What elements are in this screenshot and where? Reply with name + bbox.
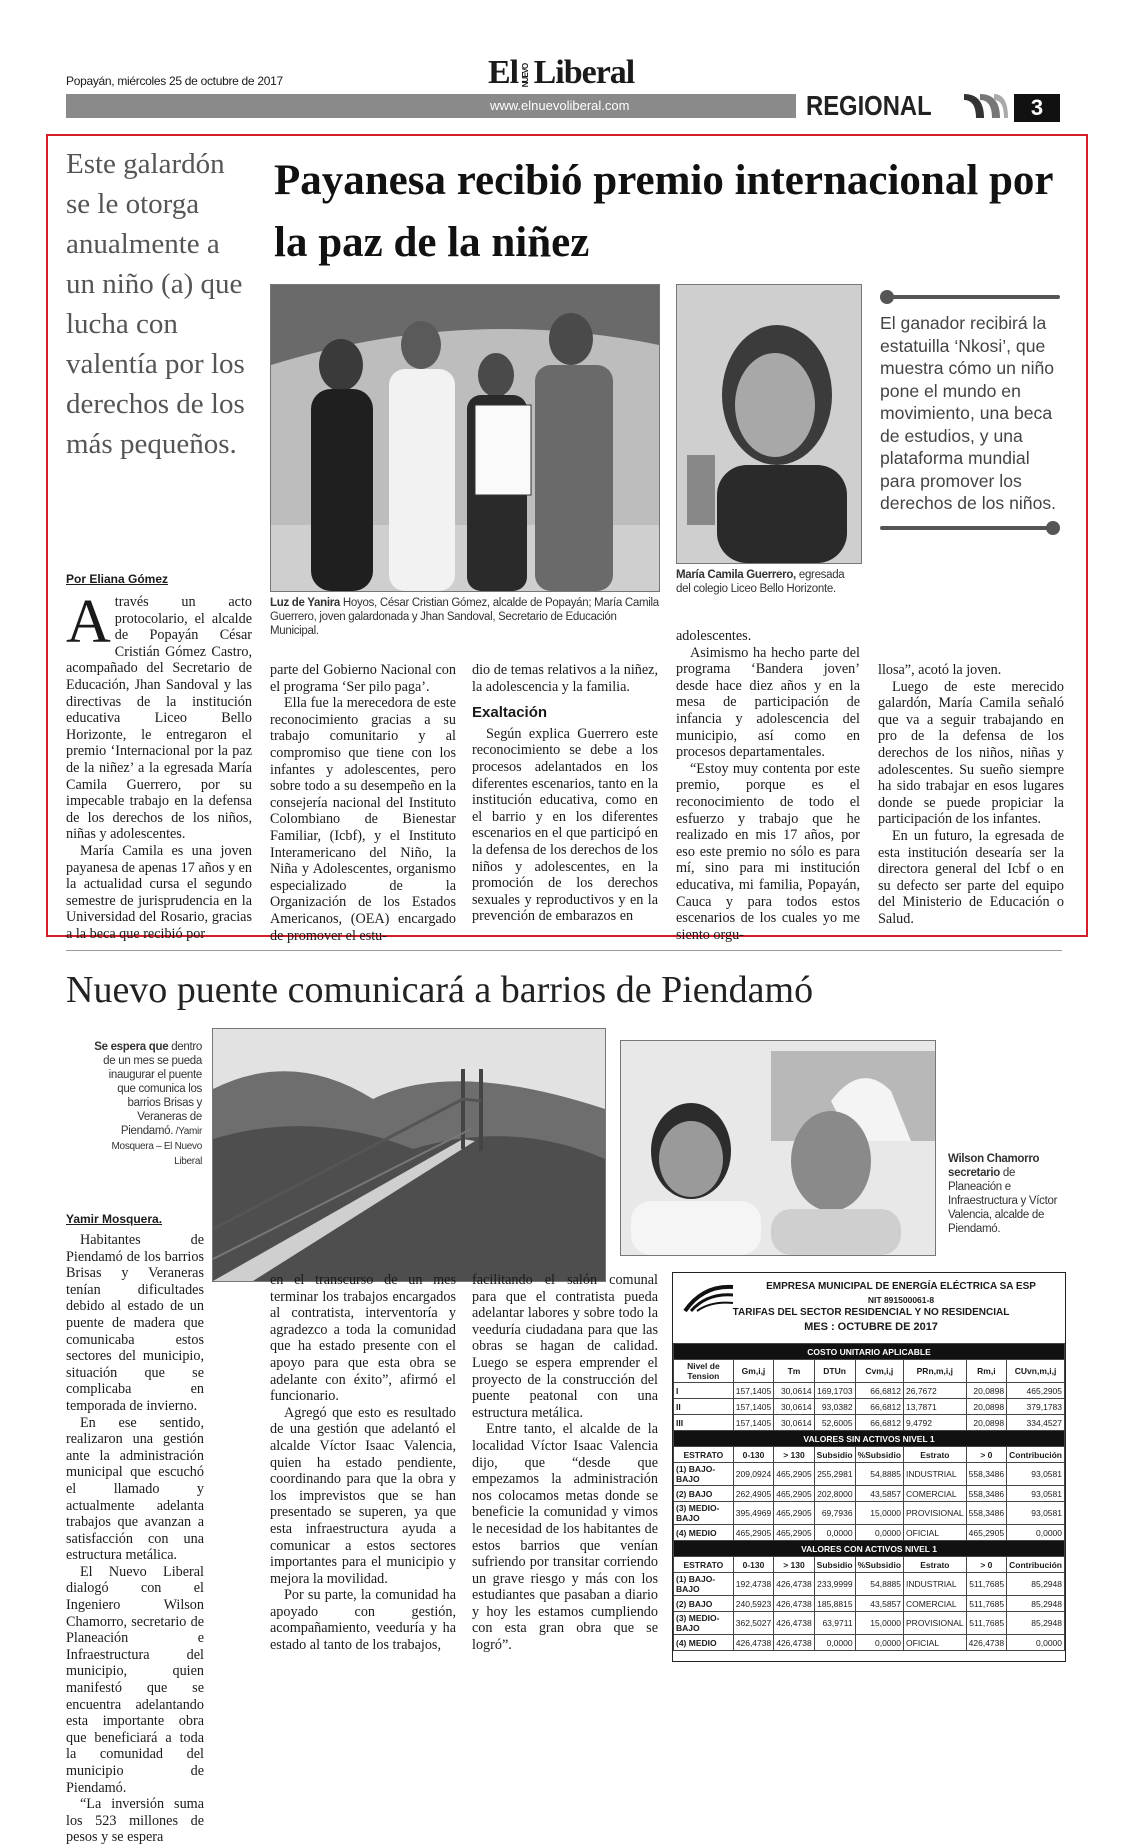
table-cell: 558,3486 <box>966 1463 1006 1486</box>
table-cell: Subsidio <box>814 1557 855 1573</box>
story1-col1-p1: través un acto protocolario, el alcalde de Popayán César Cristián Gómez Castro, acompañado del Secretario de Educación, Jhan Sandoval y las directivas de la institución educativa Liceo Bello Horizonte, le entregaron el premio ‘Internacional por la paz de la niñez’ a la egresada María Camila Guerrero, por su impecable trabajo en la defensa de los derechos de los niños, niñas y adolescentes. <box>66 594 252 843</box>
table-cell: 558,3486 <box>966 1502 1006 1525</box>
page-number: 3 <box>1014 94 1060 122</box>
table-cell: INDUSTRIAL <box>904 1463 967 1486</box>
officials-caption-names: Wilson Chamorro secretario <box>948 1153 1040 1179</box>
masthead-logo <box>488 54 634 92</box>
table-cell: 233,9999 <box>814 1573 855 1596</box>
table-cell: COMERCIAL <box>904 1486 967 1502</box>
story2-column-2 <box>270 1272 456 1654</box>
story1-subhead: Exaltación <box>472 704 548 722</box>
table-cell: II <box>674 1399 734 1415</box>
table-cell: DTUn <box>814 1360 855 1383</box>
story1-col3-p1: Según explica Guerrero este reconocimiento se debe a los procesos adelantados en los diferentes escenarios, tanto en la institución educativa, como en el barrio y en los diferentes escenarios en el que participó en la defensa de los derechos de los niños y adolescentes, en la promoción de los derechos sexuales y reproductivos y en la prevención de embarazos en <box>472 725 658 925</box>
bullet-icon <box>1046 521 1060 535</box>
table-cell: 157,1405 <box>733 1383 773 1399</box>
table-cell: > 130 <box>774 1557 814 1573</box>
table-cell: Tm <box>774 1360 814 1383</box>
story1-byline: Por Eliana Gómez <box>66 572 169 586</box>
pull-quote: Este galardón se le otorga anualmente a un niño (a) que lucha con valentía por los derechos de los más pequeños. <box>66 148 245 460</box>
table-cell: 0,0000 <box>814 1635 855 1651</box>
table-cell: 465,2905 <box>774 1486 814 1502</box>
story1-headline: Payanesa recibió premio internacional por la paz de la niñez <box>274 157 1053 266</box>
quote-text: El ganador recibirá la estatuilla ‘Nkosi’, que muestra cómo un niño pone el mundo en movimiento, una beca de estudios, y una plataforma mundial para promover los derechos de los niños. <box>880 313 1057 513</box>
story2-col2-p3: Por su parte, la comunidad ha apoyado con gestión, acompañamiento, veeduría y ha estado al tanto de los trabajos, <box>270 1587 456 1654</box>
table-cell: Rm,i <box>966 1360 1006 1383</box>
photo1-caption-name: Luz de Yanira <box>270 597 341 609</box>
story2-col3-p2: Entre tanto, el alcalde de la localidad Víctor Isaac Valencia dijo, que “desde que empezamos la administración nos colocamos metas donde se beneficie la comunidad y vimos le necesidad de los habitantes de estos barrios que venían sufriendo por transitar corriendo un grave riesgo y más con los estudiantes que pasaban a diario y hoy les estamos cumpliendo con esta gran obra que se logró”. <box>472 1421 658 1654</box>
table-cell: Subsidio <box>814 1447 855 1463</box>
table-row <box>674 1486 1065 1502</box>
table-cell: > 0 <box>966 1557 1006 1573</box>
table-cell: 20,0898 <box>966 1399 1006 1415</box>
table-cell: 63,9711 <box>814 1612 855 1635</box>
table-cell: 465,2905 <box>774 1525 814 1541</box>
table-cell: PROVISIONAL <box>904 1502 967 1525</box>
table-cell: 43,5857 <box>855 1596 903 1612</box>
table-cell: 192,4738 <box>733 1573 773 1596</box>
header-bar <box>66 94 796 118</box>
table-cell: 465,2905 <box>774 1502 814 1525</box>
table-cell: (2) BAJO <box>674 1596 734 1612</box>
table-cell: III <box>674 1415 734 1431</box>
table-cell: 0,0000 <box>814 1525 855 1541</box>
table-band-label: VALORES SIN ACTIVOS NIVEL 1 <box>674 1431 1065 1447</box>
table-cell: %Subsidio <box>855 1557 903 1573</box>
story2-column-1 <box>66 1232 204 1846</box>
quote-bottom-rule <box>880 521 1060 535</box>
table-cell: 30,0614 <box>774 1383 814 1399</box>
story2-col1-p1: Habitantes de Piendamó de los barrios Brisas y Veraneras tenían dificultades debido al estado de un puente de madera que comunicaba estos sectores del municipio, situación que se complicaba en temporada de invierno. <box>66 1232 204 1414</box>
table-cell: 9,4792 <box>904 1415 967 1431</box>
table-cell: 93,0382 <box>814 1399 855 1415</box>
site-url[interactable]: www.elnuevoliberal.com <box>490 98 630 113</box>
table-row <box>674 1525 1065 1541</box>
bullet-icon <box>880 290 894 304</box>
table-cell: 379,1783 <box>1007 1399 1065 1415</box>
story1-col1-p2: María Camila es una joven payanesa de apenas 17 años y en la actualidad cursa el segundo semestre de jurisprudencia en la Universidad del Rosario, gracias a la beca que recibió por <box>66 842 252 942</box>
story2-col1-p4: “La inversión suma los 523 millones de pesos y se espera <box>66 1796 204 1846</box>
story2-col3-p1: facilitando el salón comunal para que el contratista pueda adelantar labores y sobre todo la veeduría ciudadana para que las obras se hagan de calidad. Luego se espera emprender el proyecto de la construcción del puente peatonal con una estructura metálica. <box>472 1272 658 1421</box>
table-cell: (3) MEDIO-BAJO <box>674 1612 734 1635</box>
sidebar-quote <box>880 290 1060 535</box>
bridge-caption-credit: /Yamir Mosquera – El Nuevo Liberal <box>111 1126 202 1167</box>
table-cell: 93,0581 <box>1007 1463 1065 1486</box>
table-band-label: VALORES CON ACTIVOS NIVEL 1 <box>674 1541 1065 1557</box>
table-cell: 426,4738 <box>774 1612 814 1635</box>
ad-nit: NIT 891500061-8 <box>867 1295 935 1305</box>
masthead-el: El <box>488 54 519 91</box>
ad-month: MES : OCTUBRE DE 2017 <box>804 1321 938 1333</box>
table-cell: 15,0000 <box>855 1612 903 1635</box>
table-cell: 52,6005 <box>814 1415 855 1431</box>
table-cell: COMERCIAL <box>904 1596 967 1612</box>
table-row <box>674 1415 1065 1431</box>
table-cell: Estrato <box>904 1557 967 1573</box>
table-band-cost <box>674 1344 1065 1360</box>
table-cell: 157,1405 <box>733 1399 773 1415</box>
table-cell: 511,7685 <box>966 1573 1006 1596</box>
table-cell: Estrato <box>904 1447 967 1463</box>
officials-photo <box>620 1040 936 1256</box>
table-cell: (4) MEDIO <box>674 1525 734 1541</box>
story1-col5-p1: llosa”, acotó la joven. <box>878 662 1002 678</box>
table-cell: 93,0581 <box>1007 1486 1065 1502</box>
award-ceremony-photo <box>270 284 660 592</box>
table-cell: INDUSTRIAL <box>904 1573 967 1596</box>
table-cell: 511,7685 <box>966 1596 1006 1612</box>
photo2-caption <box>676 568 860 596</box>
table-header-row <box>674 1557 1065 1573</box>
table-cell: 426,4738 <box>774 1596 814 1612</box>
table-cell: 43,5857 <box>855 1486 903 1502</box>
table-cell: 20,0898 <box>966 1415 1006 1431</box>
officials-photo-caption <box>948 1152 1064 1236</box>
table-cell: 465,2905 <box>966 1525 1006 1541</box>
bridge-caption-text: dentro de un mes se pueda inaugurar el puente que comunica los barrios Brisas y Veraneras de Piendamó. <box>103 1041 202 1137</box>
table-cell: 54,8885 <box>855 1573 903 1596</box>
photo2-caption-text: egresada del colegio Liceo Bello Horizonte. <box>676 569 845 595</box>
table-cell: CUvn,m,i,j <box>1007 1360 1065 1383</box>
story1-column-2 <box>270 662 456 944</box>
tariff-table <box>673 1343 1065 1651</box>
table-cell: OFICIAL <box>904 1635 967 1651</box>
story1-col2-p2: Ella fue la merecedora de este reconocimiento gracias a su trabajo comunitario y al compromiso que tiene con los infantes y adolescentes, pero sobre todo a su desempeño en la consejería nacional del Instituto Colombiano de Bienestar Familiar, (Icbf), y el Instituto Interamericano del Niño, la Niña y Adolescentes, organismo especializado de la Organización de los Estados Americanos, (OEA) encargado de promover el estu- <box>270 695 456 944</box>
table-cell: I <box>674 1383 734 1399</box>
table-cell: 30,0614 <box>774 1415 814 1431</box>
section-label: REGIONAL <box>806 90 932 121</box>
quote-top-rule <box>880 290 1060 304</box>
bridge-photo-caption <box>94 1040 202 1169</box>
electricity-tariff-ad <box>672 1272 1066 1662</box>
story1-col4-p3: “Estoy muy contenta por este premio, porque es el reconocimiento de todo el esfuerzo y trabajo que he realizado en mis 17 años, por eso este premio no sólo es para mí, sino para mi institución educativa, mi familia, Popayán, Cauca y para todos estos escenarios de los cuales yo me siento orgu- <box>676 760 860 943</box>
bridge-caption-lead: Se espera que <box>94 1041 169 1053</box>
story1-col4-p2: Asimismo ha hecho parte del programa ‘Bandera joven’ desde hace diez años y en la mesa de participación de infancia y adolescencia del municipio, así como en procesos departamentales. <box>676 644 860 761</box>
table-cell: 0,0000 <box>855 1635 903 1651</box>
story1-column-4 <box>676 628 860 943</box>
table-cell: 157,1405 <box>733 1415 773 1431</box>
table-cell: Contribución <box>1007 1447 1065 1463</box>
table-cell: Cvm,i,j <box>855 1360 903 1383</box>
table-row <box>674 1463 1065 1486</box>
story1-col5-p3: En un futuro, la egresada de esta institución desearía ser la directora general del Icbf o en su defecto ser parte del equipo del Ministerio de Educación o Salud. <box>878 827 1064 927</box>
table-cell: 0,0000 <box>1007 1635 1065 1651</box>
story1-col4-p1: adolescentes. <box>676 628 752 644</box>
table-cell: PRn,m,i,j <box>904 1360 967 1383</box>
table-cell: 0-130 <box>733 1557 773 1573</box>
table-cell: (3) MEDIO-BAJO <box>674 1502 734 1525</box>
table-cell: 20,0898 <box>966 1383 1006 1399</box>
masthead-liberal: Liberal <box>533 54 635 91</box>
table-cell: 0,0000 <box>855 1525 903 1541</box>
table-row <box>674 1573 1065 1596</box>
table-cell: 15,0000 <box>855 1502 903 1525</box>
table-cell: ESTRATO <box>674 1447 734 1463</box>
story2-col1-p3: El Nuevo Liberal dialogó con el Ingeniero Wilson Chamorro, secretario de Planeación e Infraestructura del municipio, quien manifestó que se encuentra adelantando esta importante obra que beneficiará a toda la comunidad del municipio de Piendamó. <box>66 1563 204 1796</box>
table-band-with-assets <box>674 1541 1065 1557</box>
ad-title: TARIFAS DEL SECTOR RESIDENCIAL Y NO RESIDENCIAL <box>732 1307 1010 1318</box>
story2-col2-p2: Agregó que esto es resultado de una gestión que adelantó el alcalde Víctor Isaac Valencia, quien ha estado pendiente, coordinando para que la obra y los imprevistos que se han presentado se superen, ya que esta infraestructura ayuda a comunicar a estos sectores importantes para el municipio y mejora la movilidad. <box>270 1404 456 1587</box>
section-divider <box>66 950 1062 951</box>
table-cell: (1) BAJO-BAJO <box>674 1463 734 1486</box>
table-cell: 26,7672 <box>904 1383 967 1399</box>
masthead-nuevo: NUEVO <box>521 63 531 87</box>
edition-date: Popayán, miércoles 25 de octubre de 2017 <box>66 74 283 88</box>
table-cell: 0,0000 <box>1007 1525 1065 1541</box>
table-cell: Nivel de Tension <box>674 1360 734 1383</box>
table-cell: 69,7936 <box>814 1502 855 1525</box>
table-cell: 93,0581 <box>1007 1502 1065 1525</box>
table-cell: 395,4969 <box>733 1502 773 1525</box>
table-cell: 465,2905 <box>1007 1383 1065 1399</box>
table-cell: 85,2948 <box>1007 1573 1065 1596</box>
story2-column-3 <box>472 1272 658 1654</box>
table-cell: OFICIAL <box>904 1525 967 1541</box>
story2-headline: Nuevo puente comunicará a barrios de Piendamó <box>66 969 814 1011</box>
section-stripes-icon <box>962 92 1008 120</box>
table-cell: 240,5923 <box>733 1596 773 1612</box>
table-cell: 465,2905 <box>733 1525 773 1541</box>
table-cell: 558,3486 <box>966 1486 1006 1502</box>
table-cell: 85,2948 <box>1007 1612 1065 1635</box>
table-band-label: COSTO UNITARIO APLICABLE <box>674 1344 1065 1360</box>
table-row <box>674 1502 1065 1525</box>
table-cell: (2) BAJO <box>674 1486 734 1502</box>
table-cell: 54,8885 <box>855 1463 903 1486</box>
table-cell: %Subsidio <box>855 1447 903 1463</box>
story1-col2-p1: parte del Gobierno Nacional con el programa ‘Ser pilo paga’. <box>270 662 456 695</box>
table-band-without-assets <box>674 1431 1065 1447</box>
table-cell: 185,8815 <box>814 1596 855 1612</box>
story1-col3-intro: dio de temas relativos a la niñez, la adolescencia y la familia. <box>472 662 658 695</box>
table-cell: 262,4905 <box>733 1486 773 1502</box>
photo1-caption-text: Hoyos, César Cristian Gómez, alcalde de Popayán; María Camila Guerrero, joven galardonada y Jhan Sandoval, Secretario de Educación Municipal. <box>270 597 659 637</box>
table-row <box>674 1596 1065 1612</box>
table-cell: (4) MEDIO <box>674 1635 734 1651</box>
table-row <box>674 1399 1065 1415</box>
table-cell: 511,7685 <box>966 1612 1006 1635</box>
table-header-row <box>674 1447 1065 1463</box>
table-header-row <box>674 1360 1065 1383</box>
story2-col2-p1: en el transcurso de un mes terminar los trabajos encargados al contratista, interventoría y agradezco a toda la comunidad que ha estado presente con el apoyo para que esta obra se adelante con éxito”, afirmó el funcionario. <box>270 1272 456 1405</box>
story1-column-1 <box>66 588 252 942</box>
table-cell: 30,0614 <box>774 1399 814 1415</box>
photo1-caption <box>270 596 660 638</box>
table-cell: Gm,i,j <box>733 1360 773 1383</box>
ad-company: EMPRESA MUNICIPAL DE ENERGÍA ELÉCTRICA SA ESP <box>766 1281 1036 1292</box>
officials-caption-text: de Planeación e Infraestructura y Víctor Valencia, alcalde de Piendamó. <box>948 1167 1058 1235</box>
table-cell: 66,6812 <box>855 1399 903 1415</box>
table-cell: 209,0924 <box>733 1463 773 1486</box>
table-cell: 202,8000 <box>814 1486 855 1502</box>
table-cell: ESTRATO <box>674 1557 734 1573</box>
story1-column-5 <box>878 662 1064 928</box>
table-cell: 0-130 <box>733 1447 773 1463</box>
table-cell: 334,4527 <box>1007 1415 1065 1431</box>
table-cell: 465,2905 <box>774 1463 814 1486</box>
story1-col5-p2: Luego de este merecido galardón, María Camila señaló que va a seguir trabajando en pro de la defensa de los derechos de los niños, niñas y adolescentes. Su sueño siempre ha sido trabajar en esos lugares donde se puede propiciar la participación de los infantes. <box>878 678 1064 828</box>
story1-column-3 <box>472 662 658 925</box>
table-row <box>674 1612 1065 1635</box>
table-cell: 66,6812 <box>855 1415 903 1431</box>
table-cell: > 0 <box>966 1447 1006 1463</box>
table-row <box>674 1635 1065 1651</box>
table-cell: Contribución <box>1007 1557 1065 1573</box>
story2-byline: Yamir Mosquera. <box>66 1212 163 1226</box>
ad-header <box>673 1273 1065 1343</box>
table-cell: (1) BAJO-BAJO <box>674 1573 734 1596</box>
table-cell: 13,7871 <box>904 1399 967 1415</box>
table-row <box>674 1383 1065 1399</box>
bridge-photo <box>212 1028 606 1282</box>
table-cell: 255,2981 <box>814 1463 855 1486</box>
portrait-photo <box>676 284 862 564</box>
table-cell: 169,1703 <box>814 1383 855 1399</box>
drop-cap: A <box>66 588 111 656</box>
table-cell: 426,4738 <box>774 1635 814 1651</box>
table-cell: 362,5027 <box>733 1612 773 1635</box>
story2-col1-p2: En ese sentido, realizaron una gestión ante la administración municipal que escuchó el llamado y actualmente adelanta trabajos que avanzan a satisfacción con una estructura metálica. <box>66 1414 204 1564</box>
table-cell: 66,6812 <box>855 1383 903 1399</box>
table-cell: > 130 <box>774 1447 814 1463</box>
photo2-caption-name: María Camila Guerrero, <box>676 569 796 581</box>
table-cell: PROVISIONAL <box>904 1612 967 1635</box>
table-cell: 426,4738 <box>966 1635 1006 1651</box>
table-cell: 85,2948 <box>1007 1596 1065 1612</box>
table-cell: 426,4738 <box>733 1635 773 1651</box>
table-cell: 426,4738 <box>774 1573 814 1596</box>
